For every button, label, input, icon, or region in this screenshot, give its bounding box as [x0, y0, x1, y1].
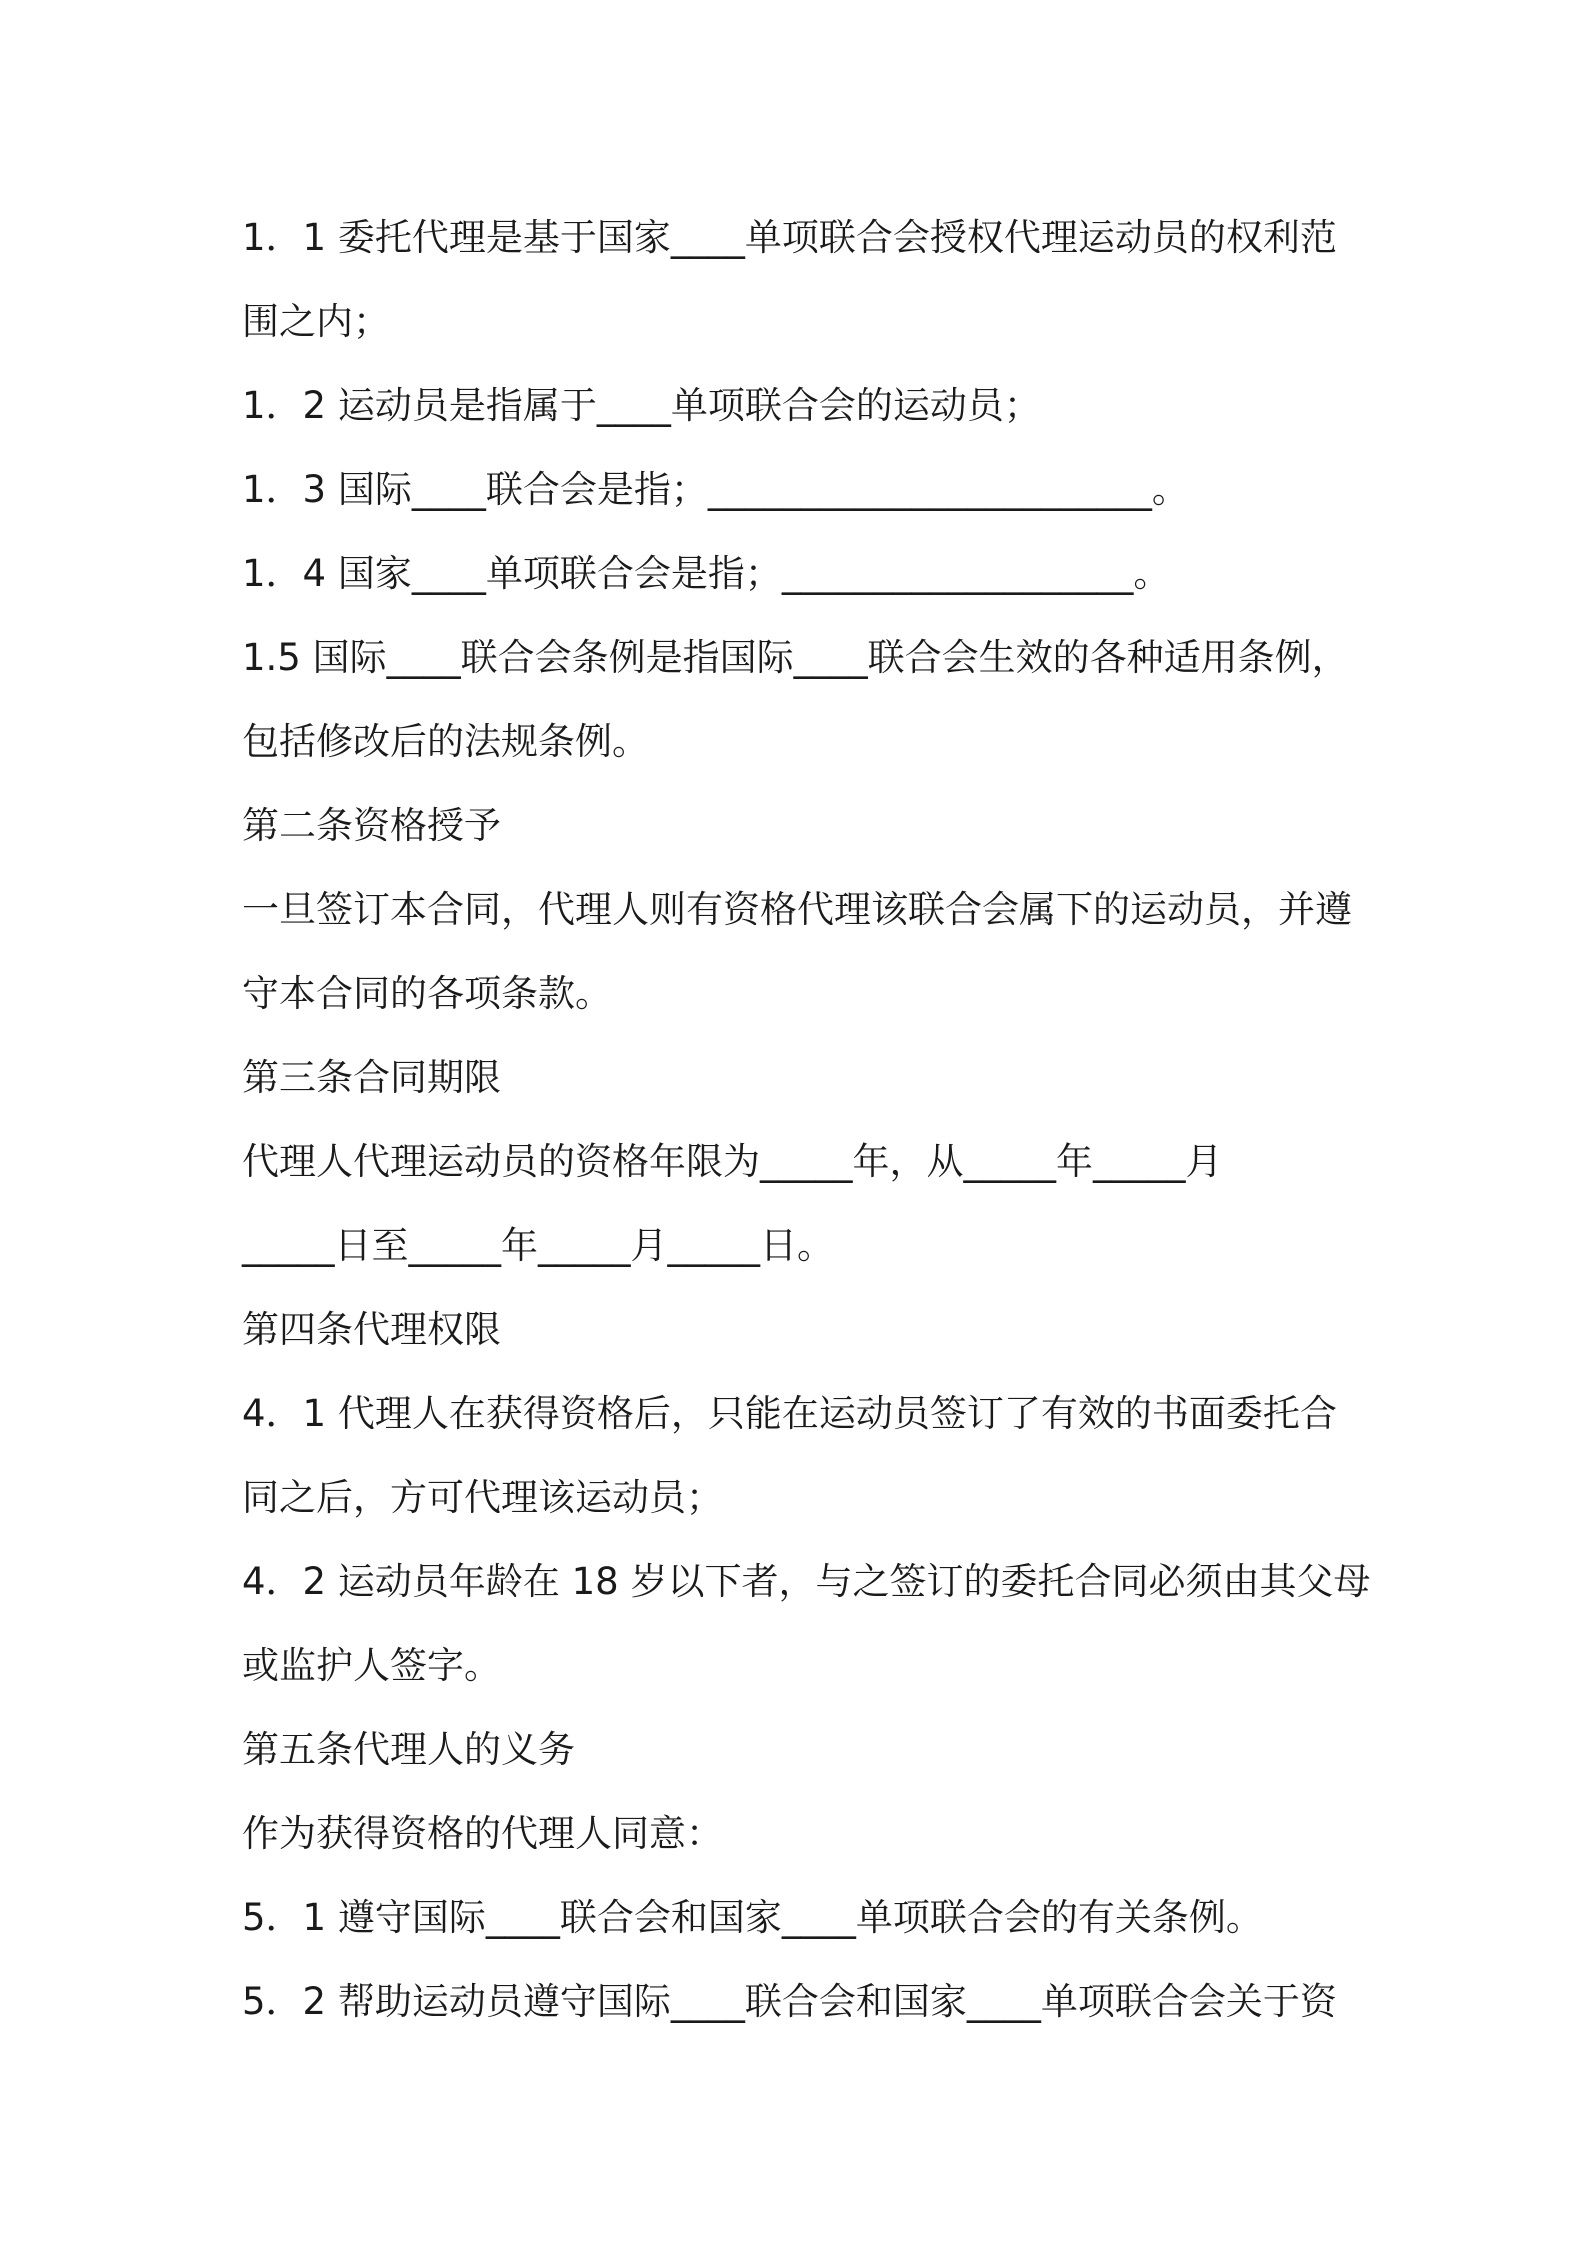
clause-4-1-line-1: 4．1 代理人在获得资格后，只能在运动员签订了有效的书面委托合 — [242, 1392, 1337, 1435]
clause-4-1-line-2: 同之后，方可代理该运动员； — [242, 1476, 723, 1519]
clause-1-5-line-1: 1.5 国际____联合会条例是指国际____联合会生效的各种适用条例， — [242, 636, 1349, 679]
article-2-text-line-1: 一旦签订本合同，代理人则有资格代理该联合会属下的运动员，并遵 — [242, 888, 1352, 931]
clause-1-1-line-2: 围之内； — [242, 300, 390, 343]
clause-1-1-line-1: 1．1 委托代理是基于国家____单项联合会授权代理运动员的权利范 — [242, 216, 1337, 259]
clause-4-2-line-2: 或监护人签字。 — [242, 1644, 501, 1687]
article-3-heading: 第三条合同期限 — [242, 1056, 501, 1099]
clause-1-5-line-2: 包括修改后的法规条例。 — [242, 720, 649, 763]
clause-1-2: 1．2 运动员是指属于____单项联合会的运动员； — [242, 384, 1041, 427]
article-3-text-line-2: _____日至_____年_____月_____日。 — [242, 1224, 834, 1267]
clause-5-1: 5．1 遵守国际____联合会和国家____单项联合会的有关条例。 — [242, 1896, 1263, 1939]
clause-1-3: 1．3 国际____联合会是指；________________________。 — [242, 468, 1189, 511]
article-5-heading: 第五条代理人的义务 — [242, 1728, 575, 1771]
clause-1-4: 1．4 国家____单项联合会是指；___________________。 — [242, 552, 1171, 595]
article-2-text-line-2: 守本合同的各项条款。 — [242, 972, 612, 1015]
clause-4-2-line-1: 4．2 运动员年龄在 18 岁以下者，与之签订的委托合同必须由其父母 — [242, 1560, 1371, 1603]
article-3-text-line-1: 代理人代理运动员的资格年限为_____年，从_____年_____月 — [242, 1140, 1223, 1183]
article-5-intro: 作为获得资格的代理人同意： — [242, 1812, 723, 1855]
article-2-heading: 第二条资格授予 — [242, 804, 501, 847]
article-4-heading: 第四条代理权限 — [242, 1308, 501, 1351]
document-body — [242, 196, 1371, 2044]
clause-5-2-line-1: 5．2 帮助运动员遵守国际____联合会和国家____单项联合会关于资 — [242, 1980, 1337, 2023]
